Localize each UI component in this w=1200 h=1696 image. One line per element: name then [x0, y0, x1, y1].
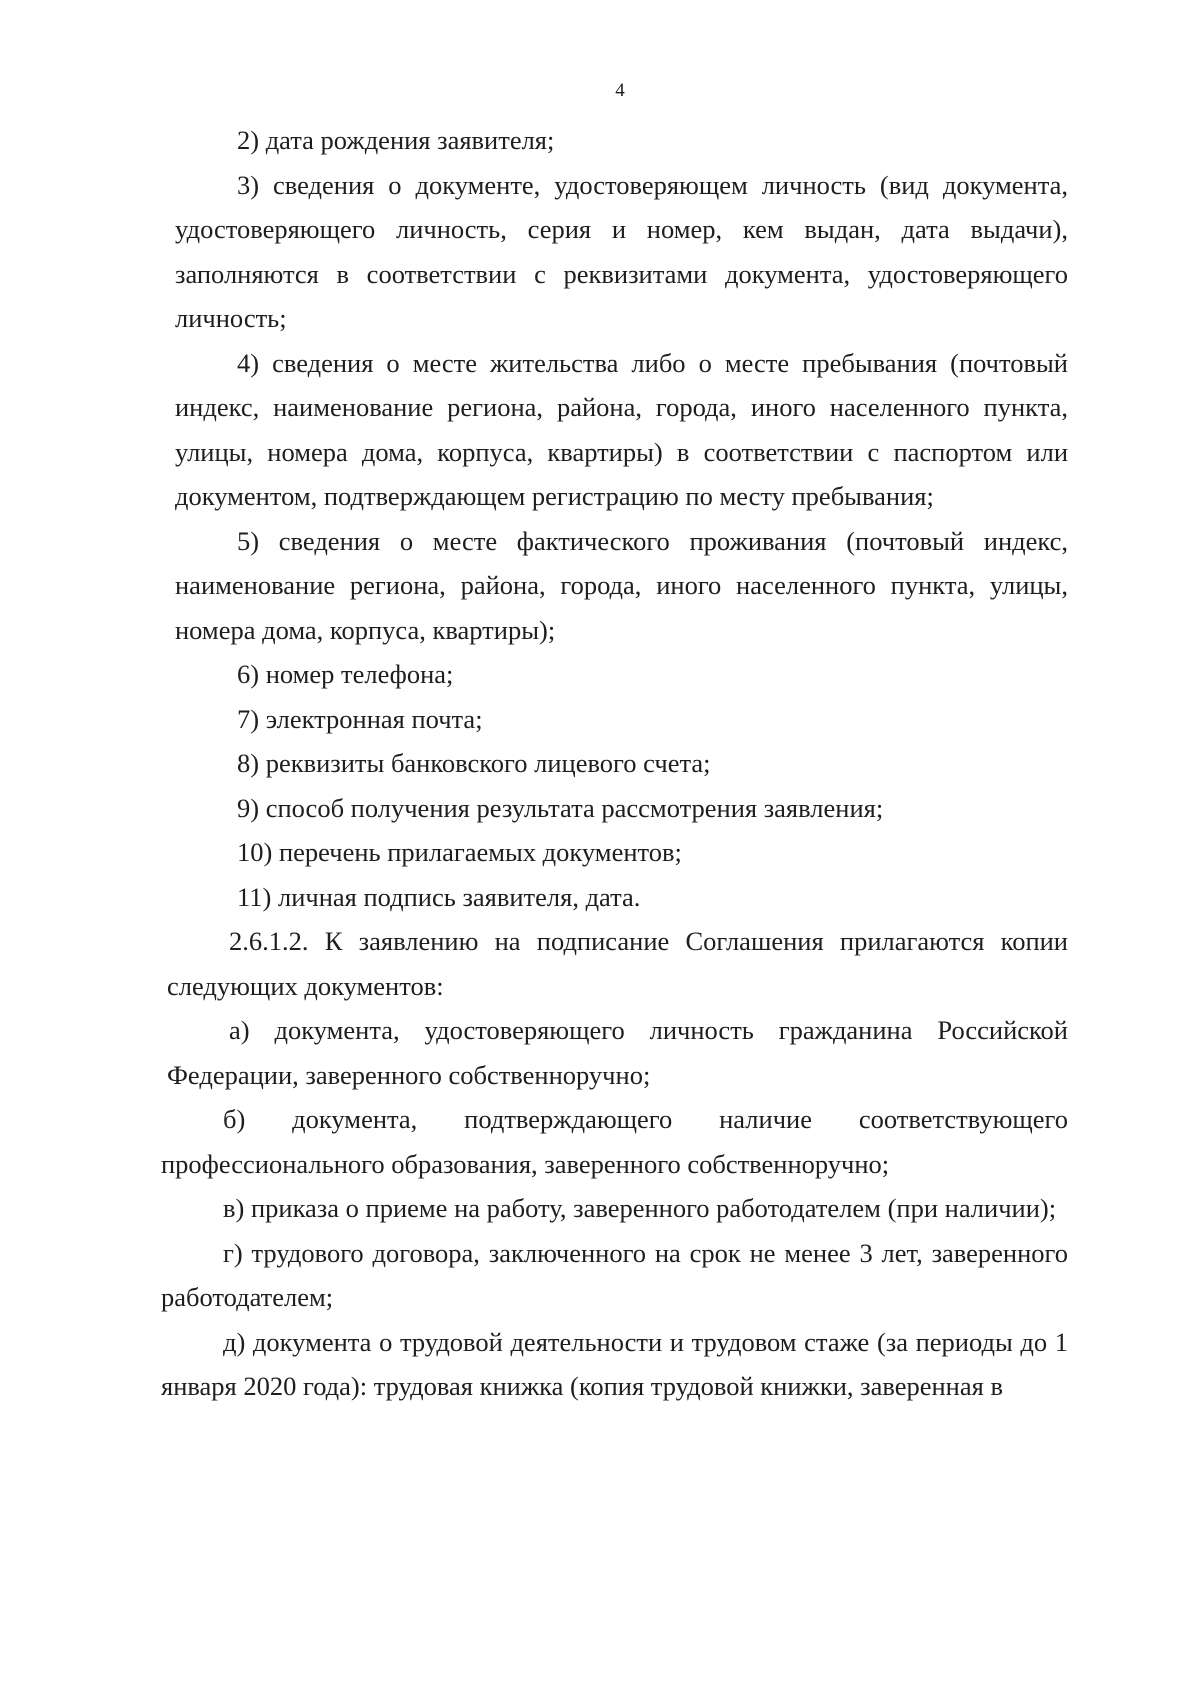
- paragraph-item-a: а) документа, удостоверяющего личность гражданина Российской Федерации, заверенного собственноручно;: [167, 1015, 1068, 1090]
- paragraph-item-d: д) документа о трудовой деятельности и трудовом стаже (за периоды до 1 января 2020 года): трудовая книжка (копия трудовой книжки, заверенная в: [161, 1326, 1068, 1401]
- paragraph-email: 7) электронная почта;: [237, 703, 483, 734]
- paragraph-result-method: 9) способ получения результата рассмотрения заявления;: [237, 792, 884, 823]
- paragraph-phone: 6) номер телефона;: [237, 659, 454, 689]
- paragraph-section-2-6-1-2: 2.6.1.2. К заявлению на подписание Соглашения прилагаются копии следующих документов:: [167, 926, 1068, 1001]
- paragraph-identity-document: 3) сведения о документе, удостоверяющем личность (вид документа, удостоверяющего личность, серия и номер, кем выдан, дата выдачи), заполняются в соответствии с реквизитами документа, удостоверяющего личность;: [175, 169, 1068, 333]
- paragraph-item-v: в) приказа о приеме на работу, заверенного работодателем (при наличии);: [223, 1193, 1057, 1223]
- document-body: [161, 118, 1068, 1409]
- paragraph-bank-account: 8) реквизиты банковского лицевого счета;: [237, 748, 711, 778]
- paragraph-registration-address: 4) сведения о месте жительства либо о месте пребывания (почтовый индекс, наименование региона, района, города, иного населенного пункта, улицы, номера дома, корпуса, квартиры) в соответствии с паспортом или документом, подтверждающем регистрацию по месту пребывания;: [175, 347, 1068, 511]
- page-number: 4: [615, 80, 625, 101]
- paragraph-birth-date: 2) дата рождения заявителя;: [237, 125, 555, 155]
- paragraph-actual-address: 5) сведения о месте фактического проживания (почтовый индекс, наименование региона, района, города, иного населенного пункта, улицы, номера дома, корпуса, квартиры);: [175, 525, 1068, 645]
- paragraph-attached-list: 10) перечень прилагаемых документов;: [237, 837, 682, 867]
- paragraph-item-g: г) трудового договора, заключенного на срок не менее 3 лет, заверенного работодателем;: [161, 1237, 1068, 1312]
- paragraph-signature: 11) личная подпись заявителя, дата.: [237, 881, 641, 912]
- paragraph-item-b: б) документа, подтверждающего наличие соответствующего профессионального образования, заверенного собственноручно;: [161, 1104, 1068, 1179]
